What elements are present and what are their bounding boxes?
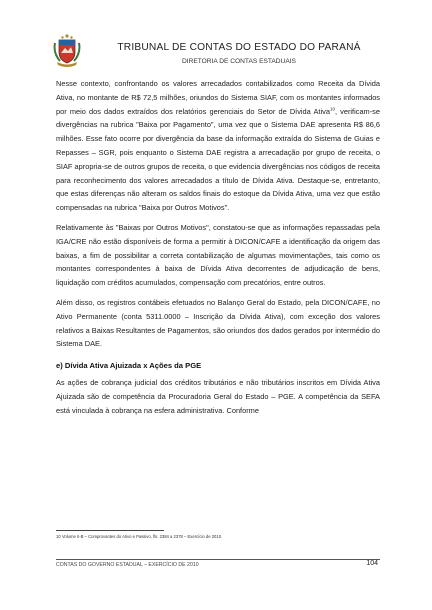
paragraph-3: Além disso, os registros contábeis efetuados no Balanço Geral do Estado, pela DICON/CAFE, no Ativo Permanente (conta 5311.0000 – Inscrição da Dívida Ativa), com exceção dos valores relativos a Baixas Resultantes de Pagamentos, são oriundos dos dados gerados por intermédio do Sistema DAE. xyxy=(56,297,380,349)
page-subtitle: DIRETORIA DE CONTAS ESTADUAIS xyxy=(182,58,296,65)
page-title: TRIBUNAL DE CONTAS DO ESTADO DO PARANÁ xyxy=(117,42,361,53)
footer-divider xyxy=(56,559,380,560)
paragraph-1-text-b: , verificam-se divergências na rubrica "Baixa por Pagamento", uma vez que o Sistema DAE apresenta R$ 86,6 milhões. Esse fato ocorre por divergência da base da informação extraída do Sistema de Guias e Repasses – SGR, pois enquanto o Sistema DAE registra a arrecadação por grupo de receita, o SIAF apropria-se de outros grupos de receita, o que evidencia divergências nos códigos de receita para reconhecimento dos valores arrecadados a título de Dívida Ativa. Destaque-se, entretanto, que estas diferenças não alteram os saldos finais do estoque da Dívida Ativa, uma vez que estão compensadas na rubrica "Baixa por Outros Motivos". xyxy=(56,106,380,213)
footnote: 10 Volume II-B – Comprovantes do Ativo e Passivo, fls. 2384 a 2378 – Exercício de 2010. xyxy=(56,534,223,539)
page-number: 104 xyxy=(366,560,378,567)
paragraph-1-text-a: Nesse contexto, confrontando os valores arrecadados contabilizados como Receita da Dívida Ativa, no montante de R$ 72,5 milhões, oriundos do Sistema SIAF, com os montantes informados por meio dos dados extraídos dos relatórios gerenciais do Setor de Dívida Ativa xyxy=(56,79,380,116)
paragraph-2: Relativamente às "Baixas por Outros Motivos", constatou-se que as informações repassadas pela IGA/CRE não estão disponíveis de forma a permitir à DICON/CAFE a identificação da origem das baixas, a fim de possibilitar a correta contabilização de algumas movimentações, tais como os montantes correspondentes à baixa de Dívida Ativa decorrentes de adjudicação de bens, liquidação com créditos acumulados, compensação com precatórios, entre outros. xyxy=(56,222,380,288)
footnote-divider xyxy=(56,530,164,531)
paragraph-1 xyxy=(56,77,380,215)
paragraph-4: As ações de cobrança judicial dos créditos tributários e não tributários inscritos em Dívida Ativa Ajuizada são de competência da Procuradoria Geral do Estado – PGE. A competência da SEFA está vinculada à cobrança na esfera administrativa. Conforme xyxy=(56,378,380,415)
document-body xyxy=(56,77,380,424)
section-heading: e) Dívida Ativa Ajuizada x Ações da PGE xyxy=(56,361,202,371)
footnote-reference[interactable]: 10 xyxy=(329,106,335,112)
footer-label: CONTAS DO GOVERNO ESTADUAL – EXERCÍCIO DE 2010 xyxy=(56,562,199,568)
